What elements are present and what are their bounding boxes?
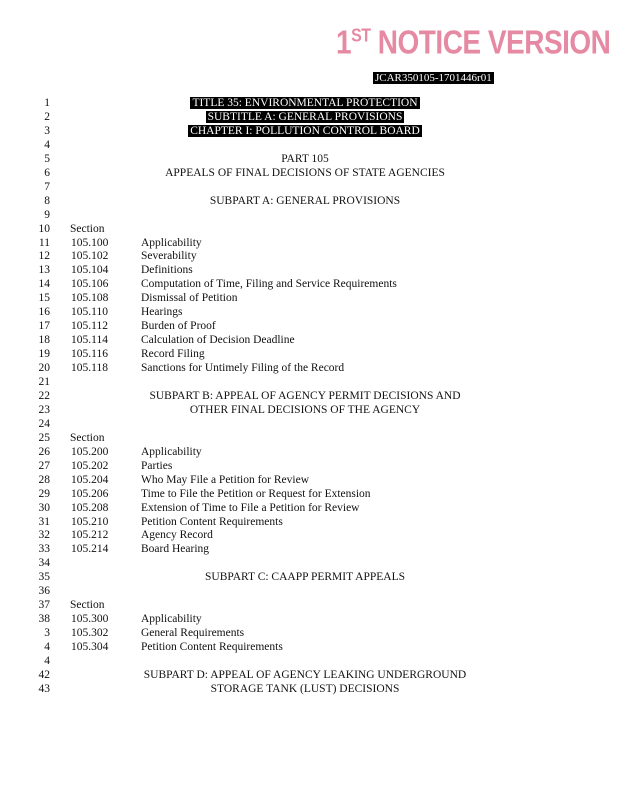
line-number: 25 (38, 431, 50, 444)
section-title: Board Hearing (141, 543, 210, 556)
line-number: 3 (44, 627, 50, 640)
document-line (0, 347, 618, 361)
document-line (0, 570, 618, 584)
section-number: 105.302 (71, 627, 109, 640)
section-number: 105.204 (71, 473, 109, 486)
heading-text: STORAGE TANK (LUST) DECISIONS (210, 682, 400, 695)
document-line (0, 138, 618, 152)
line-number: 15 (38, 292, 50, 305)
document-line (0, 584, 618, 598)
line-number: 4 (44, 655, 50, 667)
document-line (0, 459, 618, 473)
line-number: 37 (38, 599, 50, 612)
section-number: 105.108 (71, 292, 109, 305)
line-number: 16 (38, 306, 50, 319)
section-number: 105.304 (71, 641, 109, 654)
heading-text: APPEALS OF FINAL DECISIONS OF STATE AGENCIES (165, 166, 445, 179)
line-number: 4 (44, 641, 50, 654)
document-line (0, 556, 618, 570)
section-number: 105.208 (71, 501, 109, 514)
line-number: 17 (38, 320, 50, 333)
document-line (0, 682, 618, 696)
document-line (0, 375, 618, 389)
document-line (0, 598, 618, 612)
document-line (0, 249, 618, 263)
heading-text: SUBPART D: APPEAL OF AGENCY LEAKING UNDERGROUND (143, 668, 467, 681)
document-line (0, 445, 618, 459)
document-line (0, 640, 618, 654)
line-number: 11 (38, 236, 50, 249)
line-number: 20 (38, 362, 50, 375)
line-number: 4 (44, 138, 50, 151)
document-line (0, 110, 618, 124)
section-number: 105.106 (71, 278, 109, 291)
section-number: 105.206 (71, 487, 109, 500)
line-number: 23 (38, 403, 50, 416)
section-title: Who May File a Petition for Review (141, 473, 309, 486)
line-number: 1 (44, 97, 50, 109)
section-number: 105.102 (71, 250, 109, 263)
section-number: 105.200 (71, 445, 109, 458)
line-number: 27 (38, 459, 50, 472)
section-title: Applicability (141, 613, 202, 626)
line-number: 6 (44, 166, 50, 179)
section-column-label: Section (70, 431, 105, 444)
heading-text: SUBPART A: GENERAL PROVISIONS (209, 194, 401, 207)
document-line (0, 361, 618, 375)
document-line (0, 654, 618, 668)
document-line (0, 208, 618, 222)
document-id: JCAR350105-1701446r01 (375, 72, 492, 84)
document-line (0, 277, 618, 291)
section-title: Agency Record (141, 529, 213, 542)
section-title: Dismissal of Petition (141, 292, 238, 305)
heading-text: TITLE 35: ENVIRONMENTAL PROTECTION (192, 97, 418, 109)
line-number: 9 (44, 208, 50, 221)
section-title: Severability (141, 250, 197, 263)
heading-text: PART 105 (281, 152, 329, 165)
line-number: 42 (38, 668, 50, 681)
centered-heading (60, 194, 550, 208)
section-title: Extension of Time to File a Petition for Review (141, 501, 360, 514)
document-line (0, 152, 618, 166)
centered-heading (60, 96, 550, 110)
section-title: Time to File the Petition or Request for Extension (141, 487, 371, 500)
line-number: 24 (38, 417, 50, 430)
section-number: 105.116 (71, 348, 108, 361)
document-line (0, 542, 618, 556)
document-line (0, 319, 618, 333)
section-number: 105.112 (71, 320, 108, 333)
document-line (0, 473, 618, 487)
heading-text: SUBPART C: CAAPP PERMIT APPEALS (205, 571, 405, 584)
section-title: Sanctions for Untimely Filing of the Record (141, 362, 345, 375)
document-line (0, 333, 618, 347)
document-line (0, 222, 618, 236)
section-number: 105.110 (71, 306, 108, 319)
centered-heading (60, 124, 550, 138)
line-number: 2 (44, 110, 50, 123)
line-number: 10 (38, 222, 50, 235)
line-number: 18 (38, 334, 50, 347)
section-title: Petition Content Requirements (141, 515, 283, 528)
centered-heading (60, 152, 550, 166)
document-line (0, 403, 618, 417)
heading-text: SUBTITLE A: GENERAL PROVISIONS (207, 110, 403, 123)
section-number: 105.118 (71, 362, 108, 375)
centered-heading (60, 668, 550, 682)
document-line (0, 612, 618, 626)
document-line (0, 417, 618, 431)
section-title: General Requirements (141, 627, 245, 640)
section-title: Petition Content Requirements (141, 641, 283, 654)
section-title: Applicability (141, 236, 202, 249)
line-number: 30 (38, 501, 50, 514)
document-line (0, 124, 618, 138)
section-number: 105.202 (71, 459, 109, 472)
line-number: 8 (44, 194, 50, 207)
heading-text: SUBPART B: APPEAL OF AGENCY PERMIT DECISIONS AND (149, 389, 461, 402)
line-number: 31 (38, 515, 50, 528)
line-number: 29 (38, 487, 50, 500)
document-line (0, 305, 618, 319)
line-number: 21 (38, 376, 50, 388)
heading-text: CHAPTER I: POLLUTION CONTROL BOARD (190, 124, 420, 137)
document-line (0, 528, 618, 542)
line-number: 34 (38, 557, 50, 570)
line-number: 36 (38, 585, 50, 598)
document-line (0, 291, 618, 305)
heading-text: OTHER FINAL DECISIONS OF THE AGENCY (189, 403, 421, 416)
section-column-label: Section (70, 599, 105, 612)
section-number: 105.100 (71, 236, 109, 249)
section-number: 105.300 (71, 613, 109, 626)
line-number: 14 (38, 278, 50, 291)
document-line (0, 180, 618, 194)
line-number: 28 (38, 473, 50, 486)
document-line (0, 263, 618, 277)
centered-heading (60, 166, 550, 180)
line-number: 19 (38, 348, 50, 361)
line-number: 22 (38, 389, 50, 402)
section-title: Definitions (141, 264, 193, 277)
section-number: 105.210 (71, 515, 109, 528)
notice-version-stamp: 1ST NOTICE VERSION (336, 24, 611, 61)
document-line (0, 668, 618, 682)
section-number: 105.104 (71, 264, 109, 277)
centered-heading (60, 110, 550, 124)
line-number: 43 (38, 682, 50, 695)
document-line (0, 487, 618, 501)
line-number: 7 (44, 180, 50, 193)
centered-heading (60, 389, 550, 403)
centered-heading (60, 570, 550, 584)
document-line (0, 431, 618, 445)
line-number: 33 (38, 543, 50, 556)
line-number: 13 (38, 264, 50, 277)
line-number: 3 (44, 124, 50, 137)
section-title: Computation of Time, Filing and Service Requirements (141, 278, 397, 291)
section-title: Applicability (141, 445, 202, 458)
section-number: 105.212 (71, 529, 109, 542)
document-line (0, 166, 618, 180)
document-line (0, 236, 618, 250)
document-line (0, 626, 618, 640)
centered-heading (60, 403, 550, 417)
section-title: Burden of Proof (141, 320, 216, 333)
line-number: 38 (38, 613, 50, 626)
section-number: 105.214 (71, 543, 109, 556)
centered-heading (60, 682, 550, 696)
document-line (0, 96, 618, 110)
document-line (0, 515, 618, 529)
document-line (0, 389, 618, 403)
line-number: 26 (38, 445, 50, 458)
document-line (0, 501, 618, 515)
section-title: Record Filing (141, 348, 205, 361)
line-number: 12 (38, 250, 50, 263)
document-line (0, 194, 618, 208)
line-number: 5 (44, 152, 50, 165)
section-number: 105.114 (71, 334, 108, 347)
section-title: Calculation of Decision Deadline (141, 334, 295, 347)
line-number: 35 (38, 571, 50, 584)
section-title: Hearings (141, 306, 183, 319)
section-column-label: Section (70, 222, 105, 235)
section-title: Parties (141, 459, 173, 472)
line-number: 32 (38, 529, 50, 542)
